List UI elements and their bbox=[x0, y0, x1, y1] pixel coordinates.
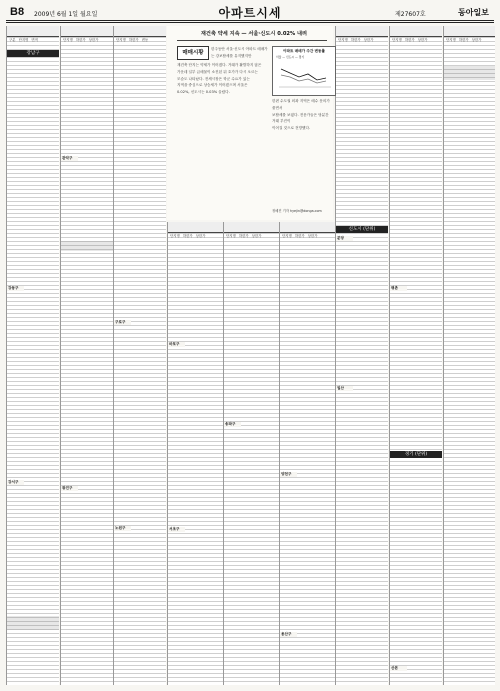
region-band: 강남구 bbox=[7, 50, 59, 57]
column-header: 단지명 하한가 상한가 bbox=[444, 26, 495, 37]
series-line-2 bbox=[281, 75, 326, 83]
price-column-5 bbox=[223, 222, 279, 685]
article-body: 재건축 단지는 약세가 이어졌다. 거래가 활발하지 않은 가운데 일부 급매물이 소진된 뒤 호가가 다시 오르는 모습도 나타났다. 전세시장은 학군 수요가 있는 지역을 중심으로 상승세가 이어졌으며 서울은 0.02%, 신도시는 0.03% 올랐다. bbox=[177, 63, 262, 95]
newspaper-name: 동아일보 bbox=[458, 8, 489, 17]
issue-date: 2009년 6월 1일 월요일 bbox=[34, 11, 98, 18]
section-label: 노원구 bbox=[114, 526, 131, 531]
price-column-3 bbox=[113, 26, 166, 685]
section-label: 송파구 bbox=[224, 422, 241, 427]
market-article bbox=[167, 26, 333, 220]
shaded-row bbox=[444, 66, 495, 80]
chart-title: 아파트 매매가 주간 변동률 bbox=[283, 49, 325, 53]
chart-legend: 서울 — 신도시 — 경기 bbox=[276, 55, 305, 59]
page-title: 아파트시세 bbox=[218, 6, 282, 20]
section-label: 강동구 bbox=[7, 286, 24, 291]
section-label: 용산구 bbox=[280, 632, 297, 637]
section-label: 마포구 bbox=[168, 342, 185, 347]
article-badge: 매매시황 bbox=[177, 46, 209, 60]
column-header: 단지명 하한가 상한가 bbox=[61, 26, 113, 37]
article-byline: 정혜진 기자 hyejin@donga.com bbox=[272, 209, 322, 213]
issue-number: 제27607호 bbox=[395, 11, 426, 18]
section-label: 일산 bbox=[336, 386, 353, 391]
column-header: 구분 단지명 면적 bbox=[7, 26, 59, 37]
price-change-chart bbox=[272, 46, 336, 96]
masthead-rule-2 bbox=[6, 22, 494, 23]
price-column-9 bbox=[443, 26, 495, 685]
article-headline: 재건축 약세 지속 — 서울·신도시 0.02% 내려 bbox=[200, 31, 308, 37]
headline-rule bbox=[177, 40, 327, 41]
chart-plot bbox=[273, 47, 335, 95]
price-column-7 bbox=[335, 26, 388, 685]
shaded-row bbox=[61, 241, 113, 251]
region-band: 경기 (단위) bbox=[390, 451, 442, 458]
price-column-2 bbox=[60, 26, 113, 685]
section-label: 양천구 bbox=[280, 472, 297, 477]
column-header: 단지명 하한가 상한가 bbox=[390, 26, 442, 37]
column-header: 단지명 하한가 상한가 bbox=[168, 222, 223, 233]
shaded-row bbox=[7, 616, 59, 630]
masthead-rule bbox=[6, 20, 494, 21]
article-continued: 한편 수도권 외곽 지역은 매수 문의가 줄면서 보합세를 보였다. 전문가들은 당분간 거래 부진이 이어질 것으로 전망했다. bbox=[272, 99, 330, 131]
series-line-1 bbox=[281, 69, 326, 80]
section-label: 광진구 bbox=[61, 486, 78, 491]
section-label: 구로구 bbox=[114, 320, 131, 325]
price-column-4 bbox=[167, 222, 223, 685]
section-label: 분당 bbox=[336, 236, 353, 241]
column-header: 단지명 하한가 상한가 bbox=[280, 222, 335, 233]
section-label: 관악구 bbox=[61, 156, 78, 161]
page-number: B8 bbox=[10, 6, 25, 18]
column-header: 단지명 하한가 변동 bbox=[114, 26, 166, 37]
price-column-8 bbox=[389, 26, 442, 685]
column-header: 단지명 하한가 상한가 bbox=[224, 222, 279, 233]
price-column-6 bbox=[279, 222, 335, 685]
article-lead: 한주동안 서울·신도시 아파트 매매가는 강보합세를 유지했지만 bbox=[211, 47, 268, 58]
section-label: 평촌 bbox=[390, 286, 407, 291]
price-column-1 bbox=[6, 26, 59, 685]
section-label: 강서구 bbox=[7, 480, 24, 485]
column-header: 단지명 하한가 상한가 bbox=[336, 26, 388, 37]
section-label: 서초구 bbox=[168, 527, 185, 532]
section-label: 산본 bbox=[390, 666, 407, 671]
region-band: 신도시 (단위) bbox=[336, 226, 388, 233]
